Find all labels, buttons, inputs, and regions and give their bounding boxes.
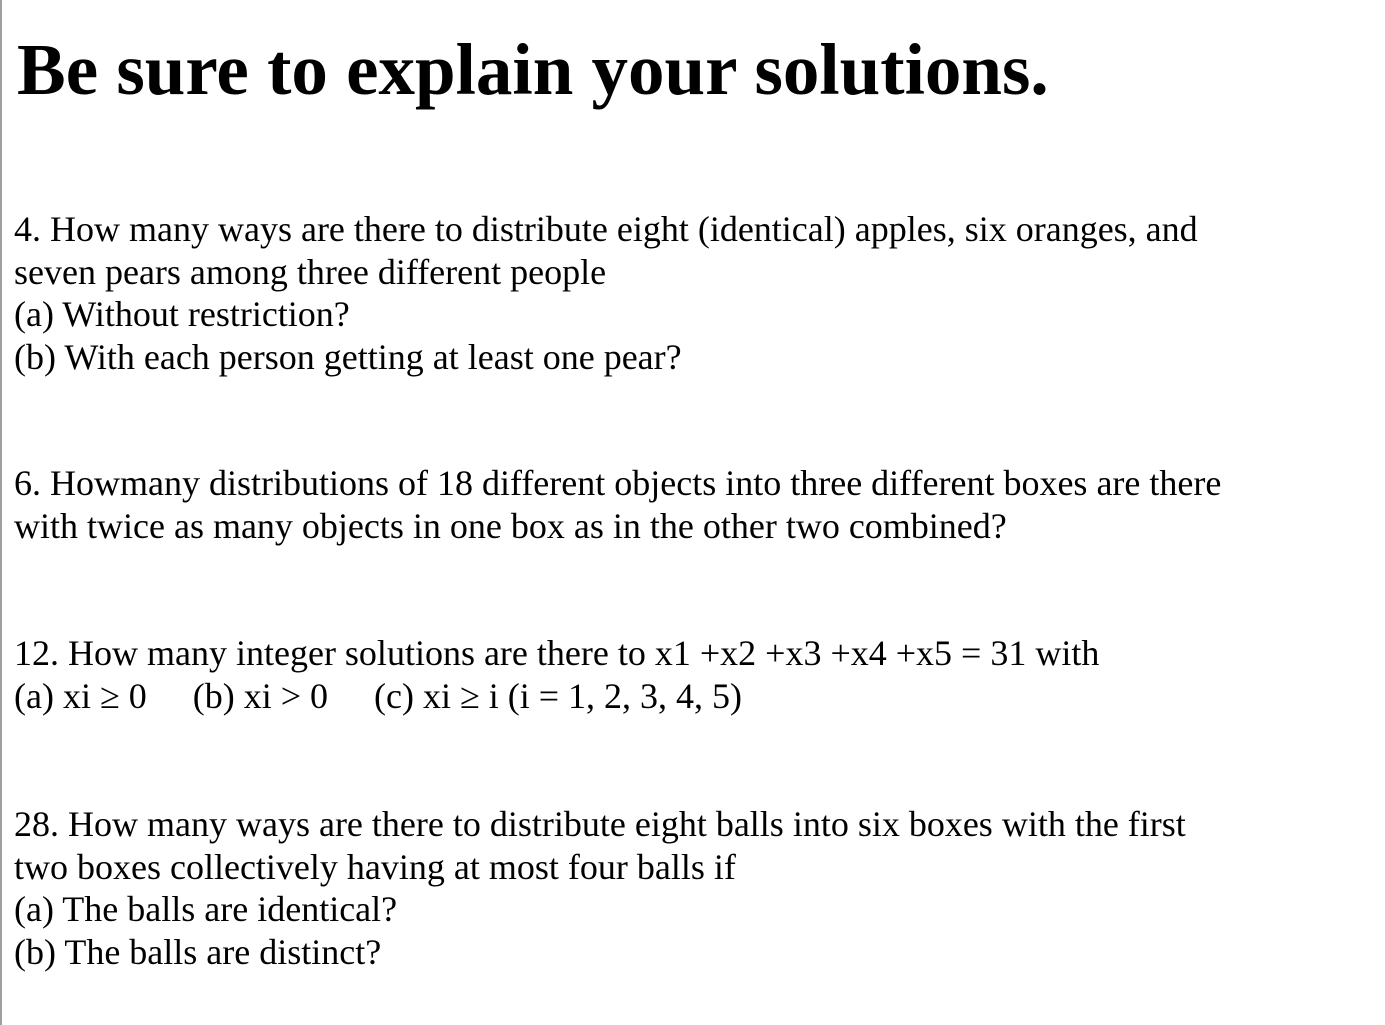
- problem-4-part-b: (b) With each person getting at least one pear?: [14, 336, 682, 377]
- problem-6-line-1: 6. Howmany distributions of 18 different objects into three different boxes are there: [14, 463, 1222, 503]
- problem-12: [14, 632, 1099, 717]
- problem-6-line-2: with twice as many objects in one box as in the other two combined?: [14, 505, 1007, 546]
- problem-28-part-b: (b) The balls are distinct?: [14, 931, 382, 972]
- problem-28-line-1: 28. How many ways are there to distribute eight balls into six boxes with the first: [14, 804, 1186, 844]
- problem-4-line-1: 4. How many ways are there to distribute eight (identical) apples, six oranges, and: [14, 209, 1198, 249]
- problem-4-part-a: (a) Without restriction?: [14, 294, 350, 334]
- problem-28-part-a: (a) The balls are identical?: [14, 889, 398, 929]
- problem-28: [14, 803, 1186, 973]
- page-left-border: [0, 0, 2, 1025]
- problem-12-part-a: (a) xi ≥ 0: [14, 675, 147, 716]
- problem-12-part-b: (b) xi > 0: [192, 675, 328, 716]
- problem-12-parts: [14, 675, 1099, 718]
- problem-12-part-c: (c) xi ≥ i (i = 1, 2, 3, 4, 5): [374, 675, 742, 716]
- page-title: Be sure to explain your solutions.: [17, 29, 1049, 110]
- problem-4: [14, 208, 1198, 378]
- problem-4-line-2: seven pears among three different people: [14, 251, 607, 292]
- problem-12-line-1: 12. How many integer solutions are there to x1 +x2 +x3 +x4 +x5 = 31 with: [14, 633, 1100, 673]
- problem-6: [14, 462, 1221, 547]
- problem-28-line-2: two boxes collectively having at most four balls if: [14, 846, 736, 887]
